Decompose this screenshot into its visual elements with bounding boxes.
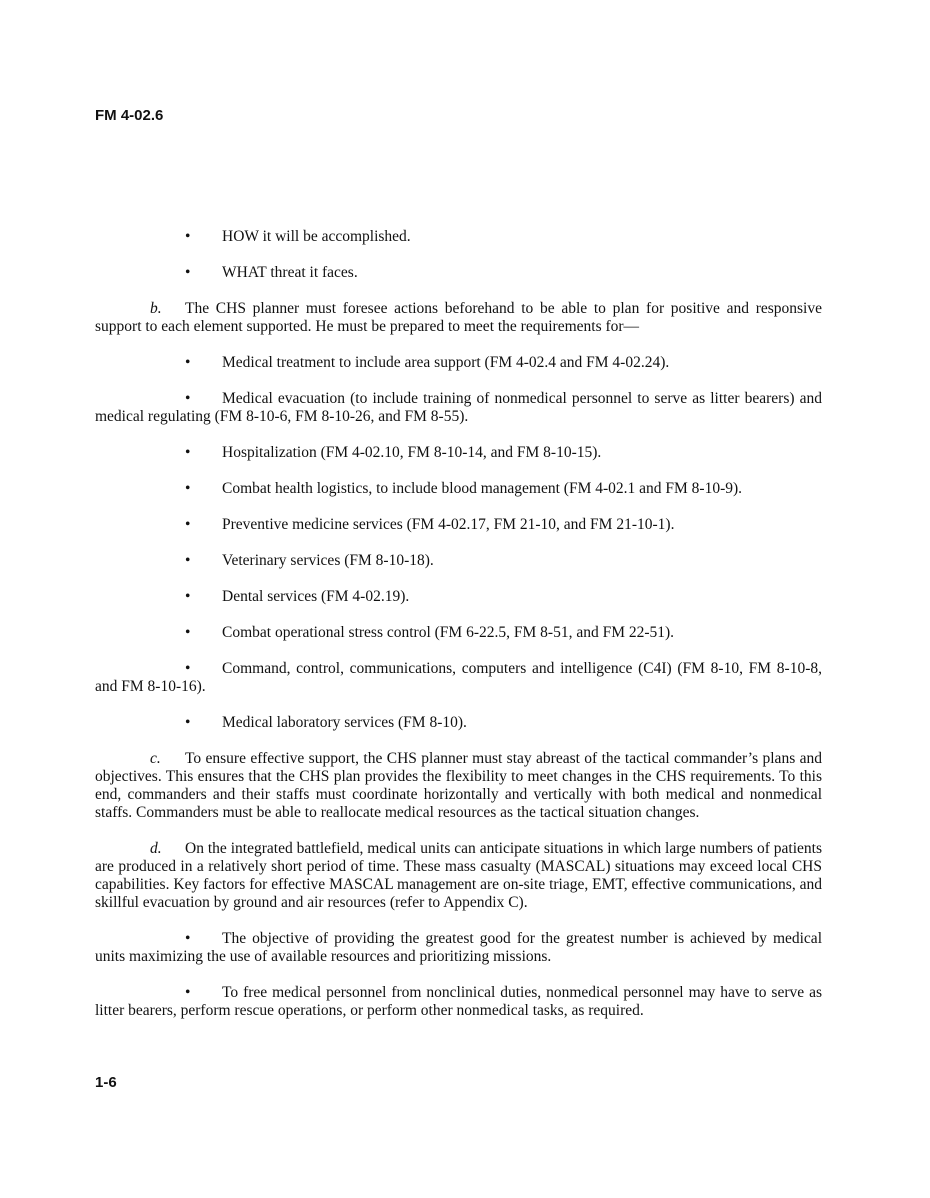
bullet-item: • Preventive medicine services (FM 4-02.17, FM 21-10, and FM 21-10-1).: [185, 516, 675, 533]
bullet-item: • Hospitalization (FM 4-02.10, FM 8-10-14, and FM 8-10-15).: [185, 444, 602, 461]
paragraph-d: d. On the integrated battlefield, medical units can anticipate situations in which large numbers of patients are produced in a relatively short period of time. These mass casualty (MASCAL) situations may exceed local CHS capabilities. Key factors for effective MASCAL management are on-site triage, EMT, effective communications, and skillful evacuation by ground and air resources (refer to Appendix C).: [95, 840, 822, 911]
page-number: 1-6: [95, 1074, 117, 1091]
bullet-item: • To free medical personnel from nonclinical duties, nonmedical personnel may have to serve as litter bearers, perform rescue operations, or perform other nonmedical tasks, as required.: [95, 984, 822, 1019]
bullet-item: • Medical evacuation (to include training of nonmedical personnel to serve as litter bearers) and medical regulating (FM 8-10-6, FM 8-10-26, and FM 8-55).: [95, 390, 822, 425]
bullet-item: • The objective of providing the greatest good for the greatest number is achieved by medical units maximizing the use of available resources and prioritizing missions.: [95, 930, 822, 965]
bullet-item: • Combat operational stress control (FM 6-22.5, FM 8-51, and FM 22-51).: [185, 624, 675, 641]
bullet-item: • Command, control, communications, computers and intelligence (C4I) (FM 8-10, FM 8-10-8, and FM 8-10-16).: [95, 660, 822, 695]
bullet-item: • Medical treatment to include area support (FM 4-02.4 and FM 4-02.24).: [185, 354, 670, 371]
bullet-item: • Dental services (FM 4-02.19).: [185, 588, 410, 605]
bullet-item: • Veterinary services (FM 8-10-18).: [185, 552, 434, 569]
page-body: [95, 228, 822, 1038]
paragraph-c: c. To ensure effective support, the CHS planner must stay abreast of the tactical commander’s plans and objectives. This ensures that the CHS plan provides the flexibility to meet changes in the CHS requirements. To this end, commanders and their staffs must coordinate horizontally and vertically with both medical and nonmedical staffs. Commanders must be able to reallocate medical resources as the tactical situation changes.: [95, 750, 822, 821]
bullet-item: • WHAT threat it faces.: [185, 264, 358, 281]
bullet-item: • Combat health logistics, to include blood management (FM 4-02.1 and FM 8-10-9).: [185, 480, 743, 497]
bullet-item: • Medical laboratory services (FM 8-10).: [185, 714, 467, 731]
bullet-item: • HOW it will be accomplished.: [185, 228, 411, 245]
page-header-doc-id: FM 4-02.6: [95, 107, 164, 124]
paragraph-b: b. The CHS planner must foresee actions beforehand to be able to plan for positive and responsive support to each element supported. He must be prepared to meet the requirements for—: [95, 300, 822, 335]
